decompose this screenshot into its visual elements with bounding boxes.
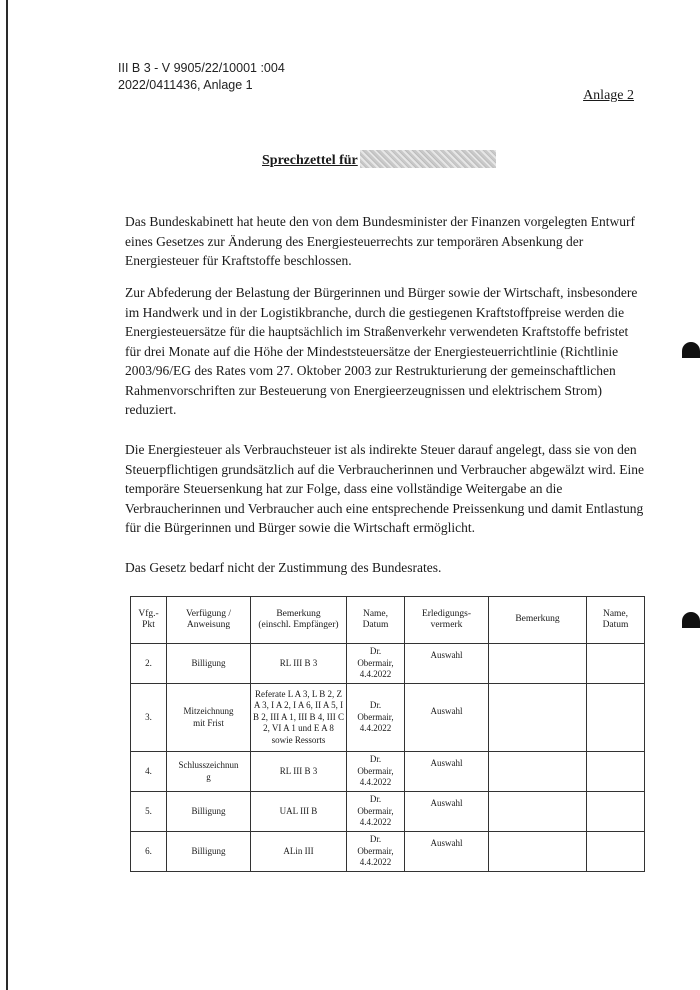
left-margin-rule — [6, 0, 8, 990]
attachment-label: Anlage 2 — [583, 88, 634, 103]
cell-pkt: 5. — [131, 792, 167, 832]
cell-name-datum: Dr. Obermair, 4.4.2022 — [347, 832, 405, 872]
cell-name-datum: Dr. Obermair, 4.4.2022 — [347, 684, 405, 752]
redaction-box — [360, 150, 496, 168]
cell-name-datum: Dr. Obermair, 4.4.2022 — [347, 644, 405, 684]
header-verfuegung: Verfügung / Anweisung — [167, 597, 251, 644]
cell-name-datum-2 — [587, 832, 645, 872]
cell-pkt: 4. — [131, 752, 167, 792]
cell-verfuegung: Billigung — [167, 792, 251, 832]
cell-bemerkung: Referate L A 3, L B 2, Z A 3, I A 2, I A 6, II A 5, I B 2, III A 1, III B 4, III C 2, VI A 1 und E A 8 sowie Ressorts — [251, 684, 347, 752]
cell-bemerkung: RL III B 3 — [251, 644, 347, 684]
document-title — [262, 150, 496, 169]
paragraph-text: Die Energiesteuer als Verbrauchsteuer ist als indirekte Steuer darauf angelegt, dass sie von den Steuerpflichtigen grundsätzlich auf die Verbraucherinnen und Verbraucher abgewälzt wird. Eine temporäre Steuersenkung hat zur Folge, dass eine vollständige Weitergabe an die Verbraucherinnen und Verbraucher auch eine entsprechende Preissenkung und damit Entlastung für die Bürgerinnen und Bürger sowie die Wirtschaft ermöglicht. — [125, 442, 645, 535]
paragraph-2 — [125, 283, 645, 420]
cell-erledigung[interactable]: Auswahl — [405, 644, 489, 684]
cell-bemerkung: RL III B 3 — [251, 752, 347, 792]
cell-bemerkung: ALin III — [251, 832, 347, 872]
cell-bemerkung: UAL III B — [251, 792, 347, 832]
reference-line-2: 2022/0411436, Anlage 1 — [118, 78, 253, 92]
cell-name-datum: Dr. Obermair, 4.4.2022 — [347, 792, 405, 832]
title-text: Sprechzettel für — [262, 153, 358, 168]
cell-bemerkung-2 — [489, 752, 587, 792]
cell-erledigung[interactable]: Auswahl — [405, 832, 489, 872]
binder-clip-mark — [682, 342, 700, 358]
cell-verfuegung: Billigung — [167, 644, 251, 684]
paragraph-text: Das Gesetz bedarf nicht der Zustimmung des Bundesrates. — [125, 560, 442, 575]
cell-verfuegung: Mitzeichnung mit Frist — [167, 684, 251, 752]
paragraph-text: Das Bundeskabinett hat heute den von dem Bundesminister der Finanzen vorgelegten Entwurf eines Gesetzes zur Änderung des Energiesteuerrechts zur temporären Absenkung der Energiesteuer für Kraftstoffe beschlossen. — [125, 214, 636, 268]
cell-bemerkung-2 — [489, 792, 587, 832]
header-bemerkung-2: Bemerkung — [489, 597, 587, 644]
disposition-table — [130, 596, 645, 872]
cell-name-datum: Dr. Obermair, 4.4.2022 — [347, 752, 405, 792]
table-row — [131, 752, 645, 792]
paragraph-4 — [125, 558, 645, 578]
header-erledigungsvermerk: Erledigungs- vermerk — [405, 597, 489, 644]
cell-name-datum-2 — [587, 684, 645, 752]
cell-pkt: 3. — [131, 684, 167, 752]
cell-verfuegung: Billigung — [167, 832, 251, 872]
header-name-datum-2: Name, Datum — [587, 597, 645, 644]
cell-name-datum-2 — [587, 644, 645, 684]
cell-bemerkung-2 — [489, 684, 587, 752]
binder-clip-mark — [682, 612, 700, 628]
paragraph-1 — [125, 212, 645, 271]
cell-erledigung[interactable]: Auswahl — [405, 752, 489, 792]
paragraph-3 — [125, 440, 645, 538]
table-row — [131, 644, 645, 684]
table-row — [131, 792, 645, 832]
header-bemerkung: Bemerkung (einschl. Empfänger) — [251, 597, 347, 644]
cell-bemerkung-2 — [489, 644, 587, 684]
cell-pkt: 2. — [131, 644, 167, 684]
cell-erledigung[interactable]: Auswahl — [405, 792, 489, 832]
cell-pkt: 6. — [131, 832, 167, 872]
cell-name-datum-2 — [587, 792, 645, 832]
table-row — [131, 684, 645, 752]
cell-name-datum-2 — [587, 752, 645, 792]
header-vfg-pkt: Vfg.- Pkt — [131, 597, 167, 644]
reference-block — [118, 60, 285, 94]
cell-verfuegung: Schlusszeichnun g — [167, 752, 251, 792]
paragraph-text: Zur Abfederung der Belastung der Bürgerinnen und Bürger sowie der Wirtschaft, insbesondere im Handwerk und in der Logistikbranche, durch die gestiegenen Kraftstoffpreise werden die Energiesteuersätze für die hauptsächlich im Straßenverkehr verwendeten Kraftstoffe befristet für drei Monate auf die Höhe der Mindeststeuersätze der Energiesteuerrichtlinie (Richtlinie 2003/96/EG des Rates vom 27. Oktober 2003 zur Restrukturierung der gemeinschaftlichen Rahmenvorschriften zur Besteuerung von Energieerzeugnissen und elektrischem Strom) reduziert. — [125, 285, 638, 417]
table-row — [131, 832, 645, 872]
reference-line-1: III B 3 - V 9905/22/10001 :004 — [118, 61, 285, 75]
cell-erledigung[interactable]: Auswahl — [405, 684, 489, 752]
cell-bemerkung-2 — [489, 832, 587, 872]
header-name-datum: Name, Datum — [347, 597, 405, 644]
